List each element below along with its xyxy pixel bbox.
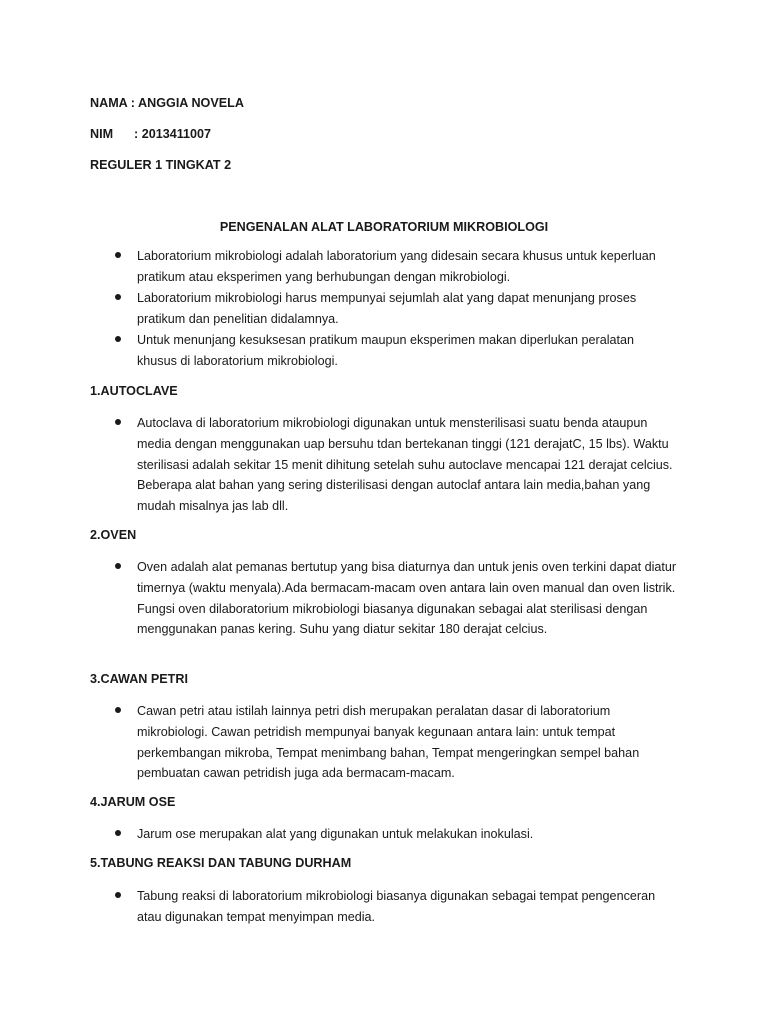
bullet-marker [115,830,121,836]
document-title: PENGENALAN ALAT LABORATORIUM MIKROBIOLOGI [219,220,549,234]
bullet-marker [115,563,121,569]
bullet-marker [115,419,121,425]
section-text-oven: Oven adalah alat pemanas bertutup yang bisa diaturnya dan untuk jenis oven terkini dapat diatur timernya (waktu menyala).Ada bermacam-macam oven antara lain oven manual dan oven listrik. Fungsi oven dilaboratorium mikrobiologi biasanya digunakan sebagai alat sterilisasi dengan menggunakan panas kering. Suhu yang diatur sekitar 180 derajat celcius. [137,560,677,637]
section-heading-jarum-ose: 4.JARUM OSE [90,795,176,809]
section-heading-tabung: 5.TABUNG REAKSI DAN TABUNG DURHAM [90,856,352,870]
section-text-cawan-petri: Cawan petri atau istilah lainnya petri dish merupakan peralatan dasar di laboratorium mikrobiologi. Cawan petridish mempunyai banyak kegunaan antara lain: untuk tempat perkembangan mikroba, Tempat menimbang bahan, Tempat mengeringkan sempel bahan pembuatan cawan petridish juga ada bermacam-macam. [137,704,640,781]
intro-bullet-1: Laboratorium mikrobiologi adalah laboratorium yang didesain secara khusus untuk keperluan pratikum atau eksperimen yang berhubungan dengan mikrobiologi. [137,249,656,284]
section-heading-oven: 2.OVEN [90,528,137,542]
section-heading-cawan-petri: 3.CAWAN PETRI [90,672,188,686]
intro-bullet-2: Laboratorium mikrobiologi harus mempunyai sejumlah alat yang dapat menunjang proses pratikum dan penelitian didalamnya. [137,291,637,326]
section-text-autoclave: Autoclava di laboratorium mikrobiologi digunakan untuk mensterilisasi suatu benda ataupun media dengan menggunakan uap bersuhu tdan bertekanan tinggi (121 derajatC, 15 lbs). Waktu sterilisasi adalah sekitar 15 menit dihitung setelah suhu autoclave mencapai 121 derajat celcius. Beberapa alat bahan yang sering disterilisasi dengan autoclaf antara lain media,bahan yang mudah misalnya jas lab dll. [137,416,673,514]
section-text-jarum-ose: Jarum ose merupakan alat yang digunakan untuk melakukan inokulasi. [137,827,534,841]
bullet-marker [115,294,121,300]
section-heading-autoclave: 1.AUTOCLAVE [90,384,178,398]
bullet-marker [115,336,121,342]
bullet-marker [115,892,121,898]
intro-bullet-3: Untuk menunjang kesuksesan pratikum maupun eksperimen makan diperlukan peralatan khusus di laboratorium mikrobiologi. [137,333,635,368]
section-text-tabung: Tabung reaksi di laboratorium mikrobiologi biasanya digunakan sebagai tempat pengenceran atau digunakan tempat menyimpan media. [137,889,656,924]
student-name: NAMA : ANGGIA NOVELA [90,96,244,110]
bullet-marker [115,707,121,713]
student-nim-value: : 2013411007 [134,127,212,141]
student-nim-label: NIM [90,127,114,141]
bullet-marker [115,252,121,258]
student-class: REGULER 1 TINGKAT 2 [90,158,232,172]
